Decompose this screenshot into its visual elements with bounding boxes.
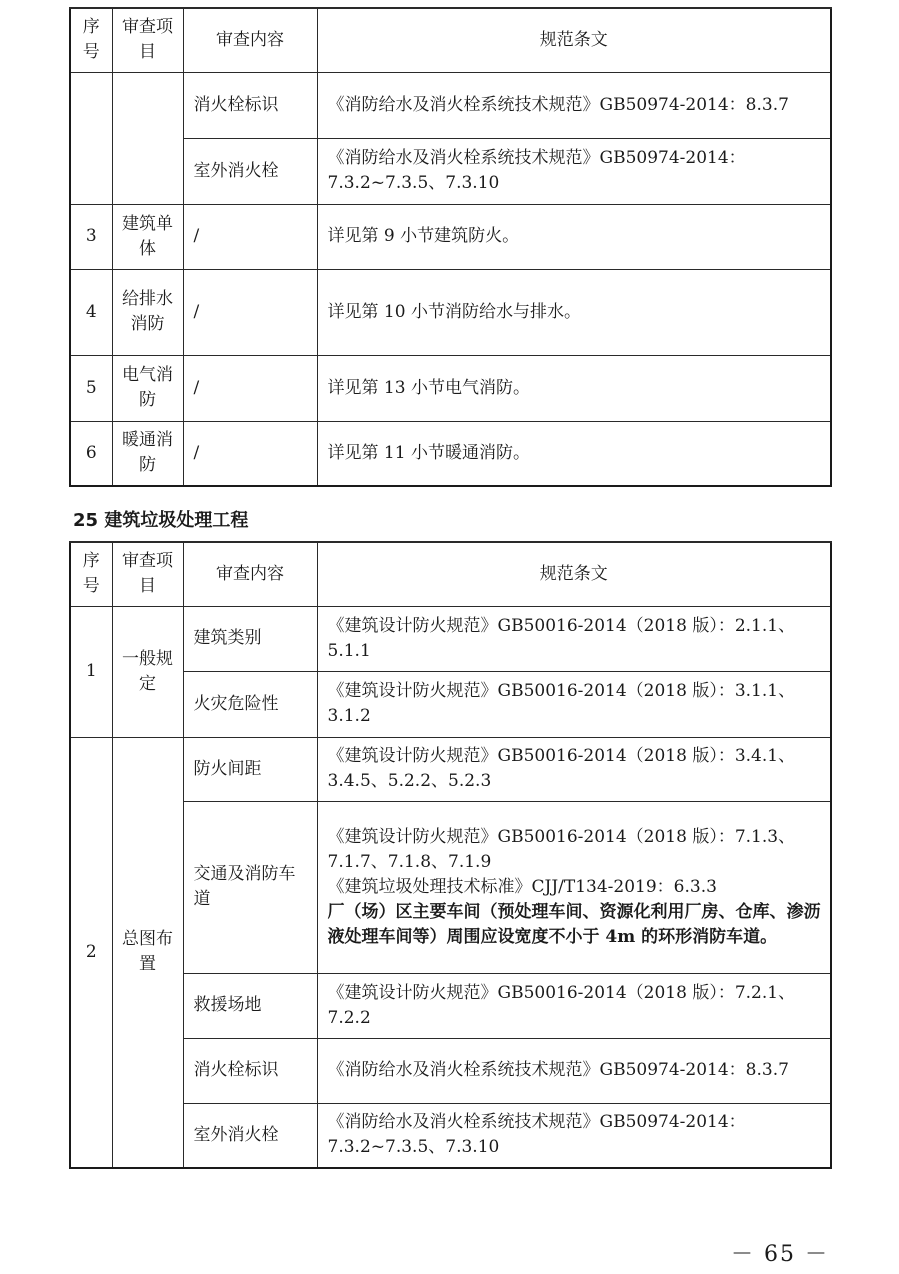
cell-no: 6 [70, 421, 112, 486]
cell-content: 救援场地 [183, 973, 317, 1038]
cell-content: 室外消火栓 [183, 138, 317, 204]
cell-no: 5 [70, 355, 112, 421]
cell-spec [317, 269, 831, 355]
cell-item: 给排水消防 [112, 269, 183, 355]
cell-spec [317, 138, 831, 204]
spec-line: 7.3.2~7.3.5、7.3.10 [327, 173, 500, 193]
cell-content: 消火栓标识 [183, 72, 317, 138]
spec-line: 3.4.5、5.2.2、5.2.3 [327, 771, 492, 791]
cell-spec [317, 355, 831, 421]
table-row [70, 355, 831, 421]
spec-line: 《建筑设计防火规范》GB50016-2014（2018 版）：2.1.1、 [327, 615, 796, 636]
cell-item: 电气消防 [112, 355, 183, 421]
review-table-construction-waste [69, 541, 832, 1169]
cell-spec [317, 1103, 831, 1168]
header-no: 序号 [70, 8, 112, 72]
cell-spec [317, 606, 831, 671]
spec-line: 详见第 9 小节建筑防火。 [327, 226, 520, 246]
header-content: 审查内容 [183, 542, 317, 606]
cell-item: 一般规定 [112, 606, 183, 737]
table-row [70, 72, 831, 138]
cell-spec [317, 973, 831, 1038]
cell-no: 4 [70, 269, 112, 355]
spec-line: 《消防给水及消火栓系统技术规范》GB50974-2014： [327, 148, 746, 168]
header-content: 审查内容 [183, 8, 317, 72]
spec-line: 3.1.2 [327, 706, 371, 726]
cell-content: 消火栓标识 [183, 1038, 317, 1103]
cell-content: 防火间距 [183, 737, 317, 801]
cell-content: / [183, 355, 317, 421]
cell-content: / [183, 269, 317, 355]
cell-item: 暖通消防 [112, 421, 183, 486]
spec-line: 5.1.1 [327, 640, 371, 661]
cell-item-empty [112, 72, 183, 204]
cell-no-empty [70, 72, 112, 204]
spec-line: 7.2.2 [327, 1007, 371, 1028]
cell-item: 建筑单体 [112, 204, 183, 269]
spec-line: 《建筑垃圾处理技术标准》CJJ/T134-2019：6.3.3 [327, 876, 717, 897]
spec-line: 《建筑设计防火规范》GB50016-2014（2018 版）：3.1.1、 [327, 681, 796, 701]
table-row [70, 138, 831, 204]
cell-item: 总图布置 [112, 737, 183, 1168]
spec-bold-requirement: 厂（场）区主要车间（预处理车间、资源化利用厂房、仓库、渗沥液处理车间等）周围应设宽度不小于 4m 的环形消防车道。 [327, 901, 821, 947]
cell-no: 2 [70, 737, 112, 1168]
cell-spec [317, 204, 831, 269]
table-row [70, 204, 831, 269]
page-number: － 65 － [731, 1242, 829, 1267]
cell-spec [317, 421, 831, 486]
header-spec: 规范条文 [317, 8, 831, 72]
cell-no: 3 [70, 204, 112, 269]
spec-line: 详见第 11 小节暖通消防。 [327, 442, 530, 463]
header-item: 审查项目 [112, 542, 183, 606]
section-title: 25 建筑垃圾处理工程 [73, 510, 249, 531]
cell-no: 1 [70, 606, 112, 737]
cell-content: 室外消火栓 [183, 1103, 317, 1168]
cell-spec [317, 671, 831, 737]
header-no: 序号 [70, 542, 112, 606]
table-row [70, 606, 831, 671]
table-row [70, 1103, 831, 1168]
table-row [70, 269, 831, 355]
table-row [70, 1038, 831, 1103]
table-row [70, 801, 831, 973]
cell-content: 建筑类别 [183, 606, 317, 671]
cell-content: / [183, 421, 317, 486]
cell-content: 交通及消防车道 [183, 801, 317, 973]
table-row [70, 671, 831, 737]
cell-content: 火灾危险性 [183, 671, 317, 737]
header-item: 审查项目 [112, 8, 183, 72]
spec-line: 《建筑设计防火规范》GB50016-2014（2018 版）：3.4.1、 [327, 746, 796, 766]
cell-spec [317, 737, 831, 801]
table-header-row [70, 8, 831, 72]
spec-line: 《建筑设计防火规范》GB50016-2014（2018 版）：7.1.3、 [327, 826, 796, 847]
spec-line: 《消防给水及消火栓系统技术规范》GB50974-2014：8.3.7 [327, 94, 789, 115]
review-table-continued [69, 7, 832, 487]
cell-spec [317, 1038, 831, 1103]
table-row [70, 737, 831, 801]
spec-line: 详见第 10 小节消防给水与排水。 [327, 301, 581, 322]
cell-spec [317, 801, 831, 973]
header-spec: 规范条文 [317, 542, 831, 606]
cell-spec [317, 72, 831, 138]
table-row [70, 421, 831, 486]
spec-line: 《消防给水及消火栓系统技术规范》GB50974-2014：8.3.7 [327, 1060, 789, 1080]
spec-line: 《建筑设计防火规范》GB50016-2014（2018 版）：7.2.1、 [327, 982, 796, 1003]
spec-line: 详见第 13 小节电气消防。 [327, 377, 530, 398]
table-header-row [70, 542, 831, 606]
spec-line: 7.3.2~7.3.5、7.3.10 [327, 1137, 500, 1158]
spec-line: 7.1.7、7.1.8、7.1.9 [327, 851, 492, 872]
table-row [70, 973, 831, 1038]
spec-line: 《消防给水及消火栓系统技术规范》GB50974-2014： [327, 1112, 746, 1133]
cell-content: / [183, 204, 317, 269]
